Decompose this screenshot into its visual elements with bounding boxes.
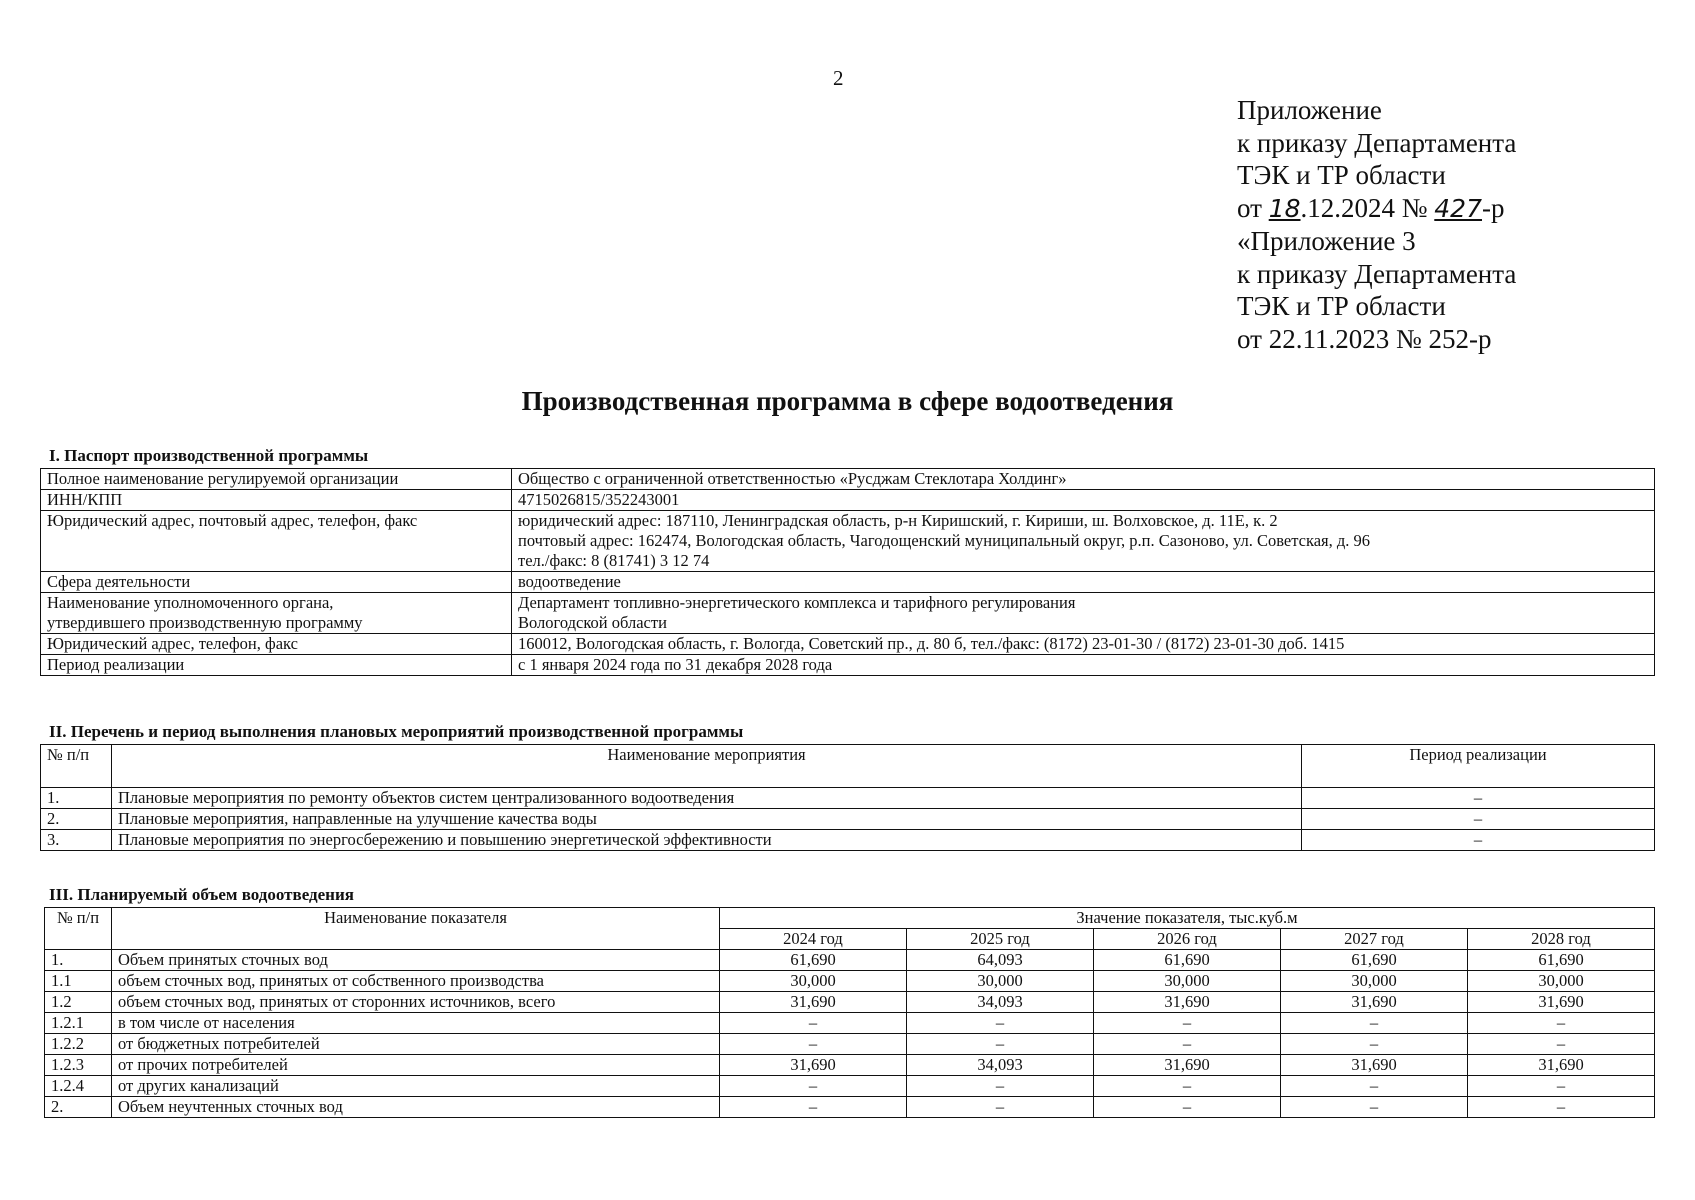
table-row [45, 1034, 1655, 1055]
table-row [45, 971, 1655, 992]
row-num: 1. [41, 788, 112, 809]
stamp-order-date: .12.2024 № [1300, 192, 1435, 223]
row-value: – [907, 1097, 1094, 1118]
row-value: – [1281, 1034, 1468, 1055]
row-value: 64,093 [907, 950, 1094, 971]
row-value: – [1468, 1034, 1655, 1055]
row-value: 30,000 [1094, 971, 1281, 992]
table-row [45, 1097, 1655, 1118]
measures-table [40, 744, 1655, 851]
volume-table [44, 907, 1655, 1118]
stamp-line: ТЭК и ТР области [1237, 160, 1446, 190]
row-name: от прочих потребителей [112, 1055, 720, 1076]
stamp-line: Приложение [1237, 95, 1382, 125]
stamp-order-prefix: от [1237, 192, 1269, 223]
stamp-line: к приказу Департамента [1237, 258, 1517, 289]
table-row [41, 655, 1655, 676]
row-value: – [720, 1097, 907, 1118]
passport-label: Полное наименование регулируемой организации [41, 469, 512, 490]
row-num: 1.2.2 [45, 1034, 112, 1055]
value-line: Вологодской области [518, 613, 667, 632]
row-value: – [1468, 1013, 1655, 1034]
table-row [45, 950, 1655, 971]
postal-address: почтовый адрес: 162474, Вологодская область, Чагодощенский муниципальный округ, р.п. Сазоново, ул. Советская, д. 96 [518, 531, 1371, 550]
table-row [45, 1013, 1655, 1034]
label-line: Наименование уполномоченного органа, [47, 593, 334, 612]
year-header: 2028 год [1468, 929, 1655, 950]
table-row [41, 572, 1655, 593]
row-value: – [1281, 1013, 1468, 1034]
passport-table [40, 468, 1655, 676]
stamp-line: к приказу Департамента [1237, 127, 1517, 158]
table-row [41, 469, 1655, 490]
row-value: 30,000 [1468, 971, 1655, 992]
row-name: Объем неучтенных сточных вод [112, 1097, 720, 1118]
table-header-row [41, 745, 1655, 788]
row-value: 31,690 [1468, 1055, 1655, 1076]
row-name: от бюджетных потребителей [112, 1034, 720, 1055]
year-header: 2026 год [1094, 929, 1281, 950]
row-value: – [1094, 1097, 1281, 1118]
col-period-header: Период реализации [1302, 745, 1655, 788]
table-header-row [45, 908, 1655, 929]
row-value: 61,690 [1094, 950, 1281, 971]
passport-label [41, 593, 512, 634]
col-name-header: Наименование мероприятия [112, 745, 1302, 788]
year-header: 2025 год [907, 929, 1094, 950]
passport-value: Общество с ограниченной ответственностью «Русджам Стеклотара Холдинг» [512, 469, 1655, 490]
handwritten-number: 427 [1434, 193, 1482, 223]
passport-value: с 1 января 2024 года по 31 декабря 2028 года [512, 655, 1655, 676]
row-name: Плановые мероприятия по энергосбережению и повышению энергетической эффективности [112, 830, 1302, 851]
row-value: – [720, 1013, 907, 1034]
row-value: 30,000 [720, 971, 907, 992]
year-header: 2027 год [1281, 929, 1468, 950]
row-name: Объем принятых сточных вод [112, 950, 720, 971]
row-name: Плановые мероприятия по ремонту объектов систем централизованного водоотведения [112, 788, 1302, 809]
row-num: 1.1 [45, 971, 112, 992]
row-value: – [1468, 1097, 1655, 1118]
row-value: 61,690 [1468, 950, 1655, 971]
row-value: 31,690 [1281, 1055, 1468, 1076]
row-num: 2. [41, 809, 112, 830]
table-row [41, 809, 1655, 830]
table-row [45, 1076, 1655, 1097]
row-value: – [907, 1076, 1094, 1097]
page-number: 2 [833, 66, 844, 90]
stamp-order-suffix: -р [1482, 192, 1505, 223]
stamp-line: от 22.11.2023 № 252-р [1237, 323, 1492, 354]
table-row [41, 593, 1655, 634]
row-name: в том числе от населения [112, 1013, 720, 1034]
row-name: Плановые мероприятия, направленные на улучшение качества воды [112, 809, 1302, 830]
row-name: объем сточных вод, принятых от собственного производства [112, 971, 720, 992]
row-value: – [720, 1034, 907, 1055]
col-values-header: Значение показателя, тыс.куб.м [720, 908, 1655, 929]
stamp-order-line [1237, 192, 1516, 226]
phone-fax: тел./факс: 8 (81741) 3 12 74 [518, 551, 710, 570]
passport-value: 160012, Вологодская область, г. Вологда, Советский пр., д. 80 б, тел./факс: (8172) 23-01-30 / (8172) 23-01-30 доб. 1415 [512, 634, 1655, 655]
passport-label: Юридический адрес, телефон, факс [41, 634, 512, 655]
row-value: – [1094, 1076, 1281, 1097]
row-value: 30,000 [907, 971, 1094, 992]
table-row [41, 830, 1655, 851]
row-value: 34,093 [907, 992, 1094, 1013]
row-value: 61,690 [720, 950, 907, 971]
row-value: – [720, 1076, 907, 1097]
row-num: 3. [41, 830, 112, 851]
passport-label: Период реализации [41, 655, 512, 676]
passport-value [512, 511, 1655, 572]
section3-title: III. Планируемый объем водоотведения [49, 885, 354, 904]
row-value: – [1094, 1034, 1281, 1055]
passport-label: ИНН/КПП [41, 490, 512, 511]
row-value: – [1468, 1076, 1655, 1097]
table-row [45, 1055, 1655, 1076]
row-num: 1. [45, 950, 112, 971]
row-value: – [907, 1013, 1094, 1034]
col-num-header: № п/п [45, 908, 112, 950]
value-line: Департамент топливно-энергетического комплекса и тарифного регулирования [518, 593, 1076, 612]
col-name-header: Наименование показателя [112, 908, 720, 950]
row-num: 1.2.1 [45, 1013, 112, 1034]
table-row [45, 992, 1655, 1013]
approval-stamp [1237, 94, 1516, 355]
row-value: 31,690 [720, 1055, 907, 1076]
row-value: 34,093 [907, 1055, 1094, 1076]
row-value: 31,690 [720, 992, 907, 1013]
volume-table-body [45, 950, 1655, 1118]
row-value: 30,000 [1281, 971, 1468, 992]
row-value: 31,690 [1094, 992, 1281, 1013]
table-row [41, 788, 1655, 809]
row-value: 31,690 [1094, 1055, 1281, 1076]
row-num: 1.2 [45, 992, 112, 1013]
document-title: Производственная программа в сфере водоотведения [521, 386, 1174, 416]
row-name: от других канализаций [112, 1076, 720, 1097]
col-num-header: № п/п [41, 745, 112, 788]
row-period: – [1302, 830, 1655, 851]
row-period: – [1302, 788, 1655, 809]
row-value: 31,690 [1468, 992, 1655, 1013]
row-value: – [1281, 1076, 1468, 1097]
row-period: – [1302, 809, 1655, 830]
legal-address: юридический адрес: 187110, Ленинградская область, р-н Киришский, г. Кириши, ш. Волховское, д. 11Е, к. 2 [518, 511, 1278, 530]
section2-title: II. Перечень и период выполнения плановых мероприятий производственной программы [49, 722, 744, 741]
passport-label: Сфера деятельности [41, 572, 512, 593]
table-row [41, 511, 1655, 572]
passport-value: водоотведение [512, 572, 1655, 593]
row-value: 31,690 [1281, 992, 1468, 1013]
row-num: 2. [45, 1097, 112, 1118]
table-row [41, 490, 1655, 511]
row-value: – [1281, 1097, 1468, 1118]
passport-label: Юридический адрес, почтовый адрес, телефон, факс [41, 511, 512, 572]
stamp-line: «Приложение 3 [1237, 226, 1416, 256]
label-line: утвердившего производственную программу [47, 613, 363, 632]
row-value: – [907, 1034, 1094, 1055]
row-value: 61,690 [1281, 950, 1468, 971]
passport-value [512, 593, 1655, 634]
passport-value: 4715026815/352243001 [512, 490, 1655, 511]
row-value: – [1094, 1013, 1281, 1034]
section1-title: I. Паспорт производственной программы [49, 446, 369, 465]
row-num: 1.2.4 [45, 1076, 112, 1097]
row-num: 1.2.3 [45, 1055, 112, 1076]
stamp-line: ТЭК и ТР области [1237, 291, 1446, 321]
table-row [41, 634, 1655, 655]
handwritten-day: 18 [1268, 193, 1301, 223]
row-name: объем сточных вод, принятых от сторонних источников, всего [112, 992, 720, 1013]
year-header: 2024 год [720, 929, 907, 950]
